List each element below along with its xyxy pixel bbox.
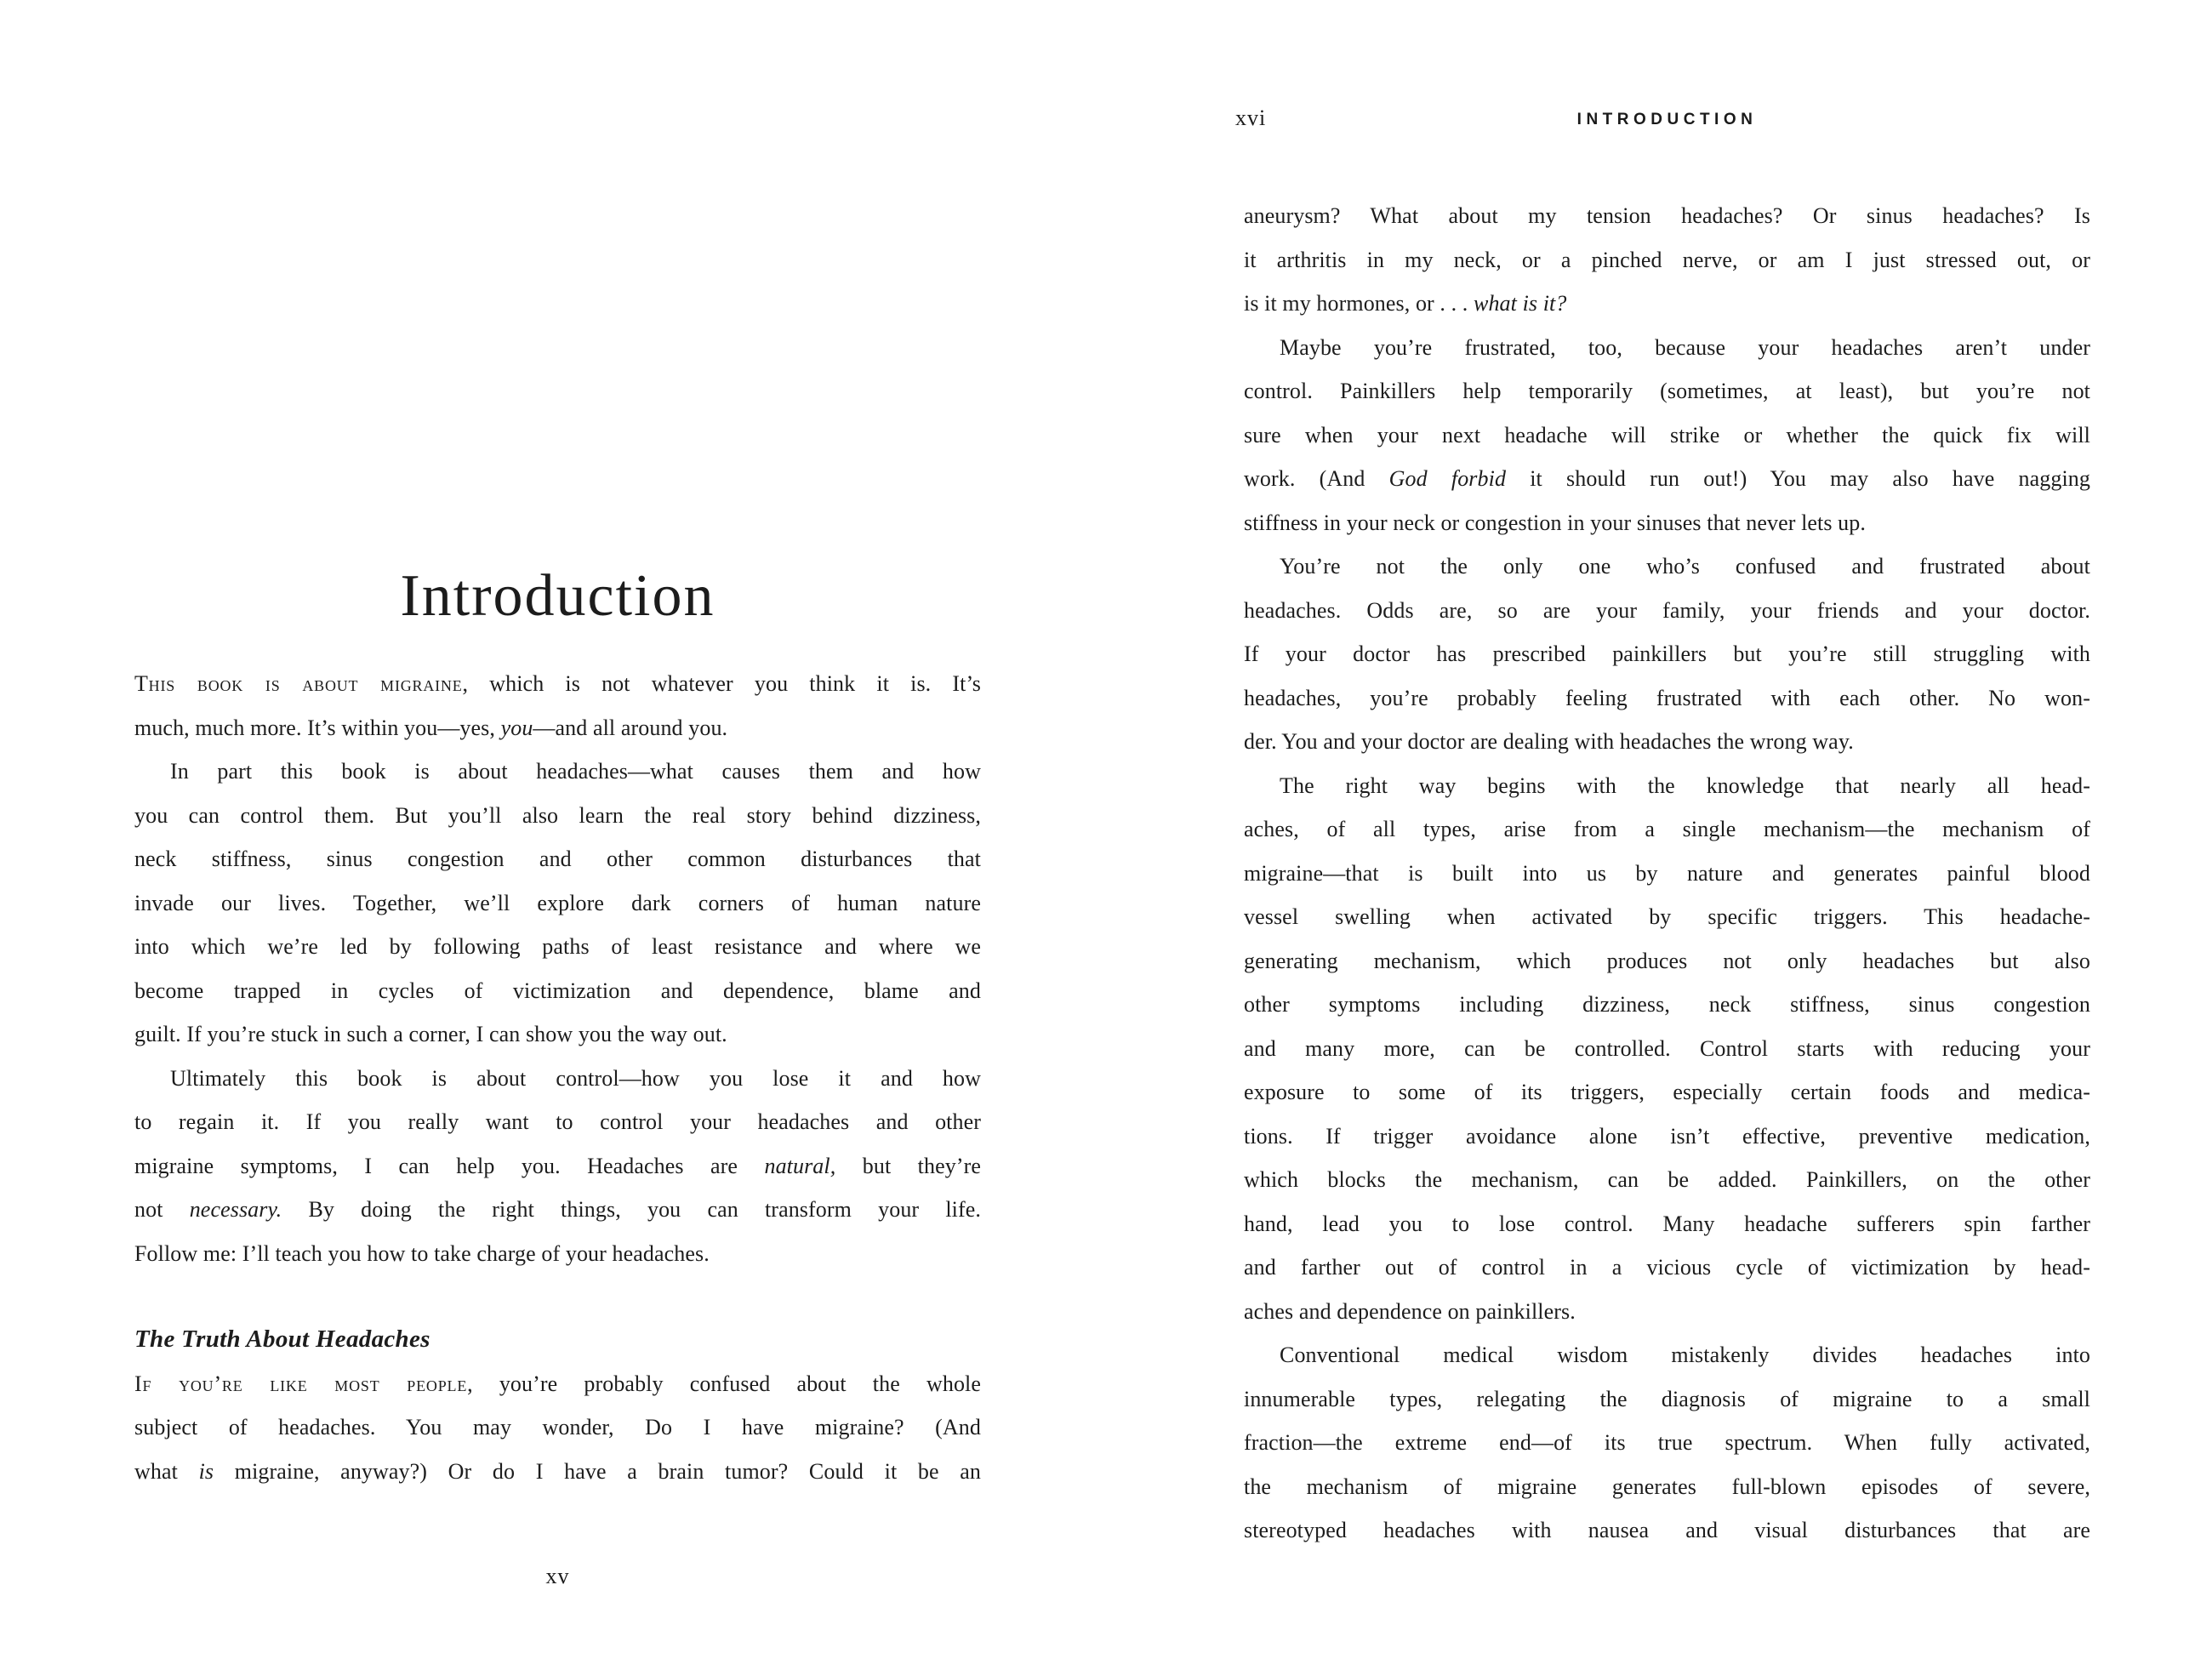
- text-line: aneurysm? What about my tension headaches? Or sinus headaches? Is: [1244, 203, 2090, 228]
- text-line: the mechanism of migraine generates full-blown episodes of severe,: [1244, 1474, 2090, 1499]
- text-line: and farther out of control in a vicious cycle of victimization by head-: [1244, 1255, 2090, 1280]
- text-line: stereotyped headaches with nausea and visual disturbances that are: [1244, 1518, 2090, 1542]
- text-line: Conventional medical wisdom mistakenly divides headaches into: [1280, 1343, 2090, 1367]
- text-line: exposure to some of its triggers, especially certain foods and medica-: [1244, 1080, 2090, 1104]
- text-line: guilt. If you’re stuck in such a corner, I can show you the way out.: [134, 1022, 727, 1046]
- text-line: become trapped in cycles of victimization and dependence, blame and: [134, 978, 981, 1003]
- running-header: INTRODUCTION: [1576, 111, 1758, 128]
- small-caps-lead: This book is about migraine: [134, 671, 463, 696]
- small-caps-lead: If you’re like most people: [134, 1371, 468, 1396]
- text-line: Follow me: I’ll teach you how to take charge of your headaches.: [134, 1240, 710, 1266]
- text-line: what is migraine, anyway?) Or do I have a brain tumor? Could it be an: [134, 1458, 981, 1484]
- text-line: Ultimately this book is about control—how you lose it and how: [170, 1065, 981, 1091]
- page-number-left: xv: [545, 1564, 570, 1588]
- text-line: fraction—the extreme end—of its true spectrum. When fully activated,: [1244, 1430, 2090, 1455]
- text-line: generating mechanism, which produces not only headaches but also: [1244, 948, 2090, 973]
- text-line: Maybe you’re frustrated, too, because your headaches aren’t under: [1280, 334, 2090, 360]
- text-line: invade our lives. Together, we’ll explore dark corners of human nature: [134, 890, 981, 915]
- text-line: You’re not the only one who’s confused and frustrated about: [1280, 554, 2090, 579]
- text-line: headaches. Odds are, so are your family, your friends and your doctor.: [1244, 597, 2090, 623]
- text-line: sure when your next headache will strike or whether the quick fix will: [1244, 422, 2090, 448]
- page-number-right: xvi: [1235, 105, 1267, 130]
- text-line: stiffness in your neck or congestion in your sinuses that never lets up.: [1244, 510, 1866, 535]
- text-line: work. (And God forbid it should run out!) You may also have nagging: [1244, 466, 2090, 491]
- text-line: aches, of all types, arise from a single mechanism—the mechanism of: [1244, 817, 2090, 841]
- right-page-body-text: [1244, 194, 2090, 1553]
- text-line: subject of headaches. You may wonder, Do I have migraine? (And: [134, 1415, 981, 1440]
- text-line: which blocks the mechanism, can be added. Painkillers, on the other: [1244, 1167, 2090, 1192]
- left-page-body-text: [134, 662, 981, 1493]
- text-line: tions. If trigger avoidance alone isn’t effective, preventive medication,: [1244, 1123, 2090, 1149]
- text-line: aches and dependence on painkillers.: [1244, 1298, 1576, 1324]
- text-line: der. You and your doctor are dealing with headaches the wrong way.: [1244, 729, 1854, 754]
- text-line: much, much more. It’s within you—yes, you—and all around you.: [134, 715, 728, 740]
- text-line: migraine—that is built into us by nature and generates painful blood: [1244, 860, 2090, 886]
- text-line: into which we’re led by following paths of least resistance and where we: [134, 934, 981, 959]
- text-line: innumerable types, relegating the diagnosis of migraine to a small: [1244, 1386, 2090, 1411]
- text-line: migraine symptoms, I can help you. Headaches are natural, but they’re: [134, 1153, 981, 1178]
- text-line: it arthritis in my neck, or a pinched nerve, or am I just stressed out, or: [1244, 247, 2090, 272]
- text-line: and many more, can be controlled. Control starts with reducing your: [1244, 1035, 2090, 1061]
- text-line: you can control them. But you’ll also learn the real story behind dizziness,: [134, 802, 981, 828]
- text-line: hand, lead you to lose control. Many headache sufferers spin farther: [1244, 1211, 2090, 1236]
- text-line: not necessary. By doing the right things, you can transform your life.: [134, 1197, 981, 1222]
- text-line: to regain it. If you really want to control your headaches and other: [134, 1109, 981, 1134]
- text-line: other symptoms including dizziness, neck stiffness, sinus congestion: [1244, 992, 2090, 1017]
- text-line: The right way begins with the knowledge that nearly all head-: [1280, 772, 2090, 798]
- text-line: In part this book is about headaches—what causes them and how: [170, 759, 981, 784]
- text-line: headaches, you’re probably feeling frustrated with each other. No won-: [1244, 685, 2090, 710]
- text-line: neck stiffness, sinus congestion and other common disturbances that: [134, 847, 981, 871]
- text-line: This book is about migraine, which is not whatever you think it is. It’s: [134, 671, 982, 696]
- chapter-title: Introduction: [400, 563, 715, 629]
- text-line: is it my hormones, or . . . what is it?: [1244, 291, 1567, 316]
- text-line: control. Painkillers help temporarily (sometimes, at least), but you’re not: [1244, 379, 2090, 403]
- text-line: If your doctor has prescribed painkillers but you’re still struggling with: [1244, 641, 2090, 666]
- text-line: vessel swelling when activated by specific triggers. This headache-: [1244, 904, 2090, 929]
- text-line: If you’re like most people, you’re probably confused about the whole: [134, 1371, 982, 1396]
- section-heading: The Truth About Headaches: [134, 1325, 430, 1353]
